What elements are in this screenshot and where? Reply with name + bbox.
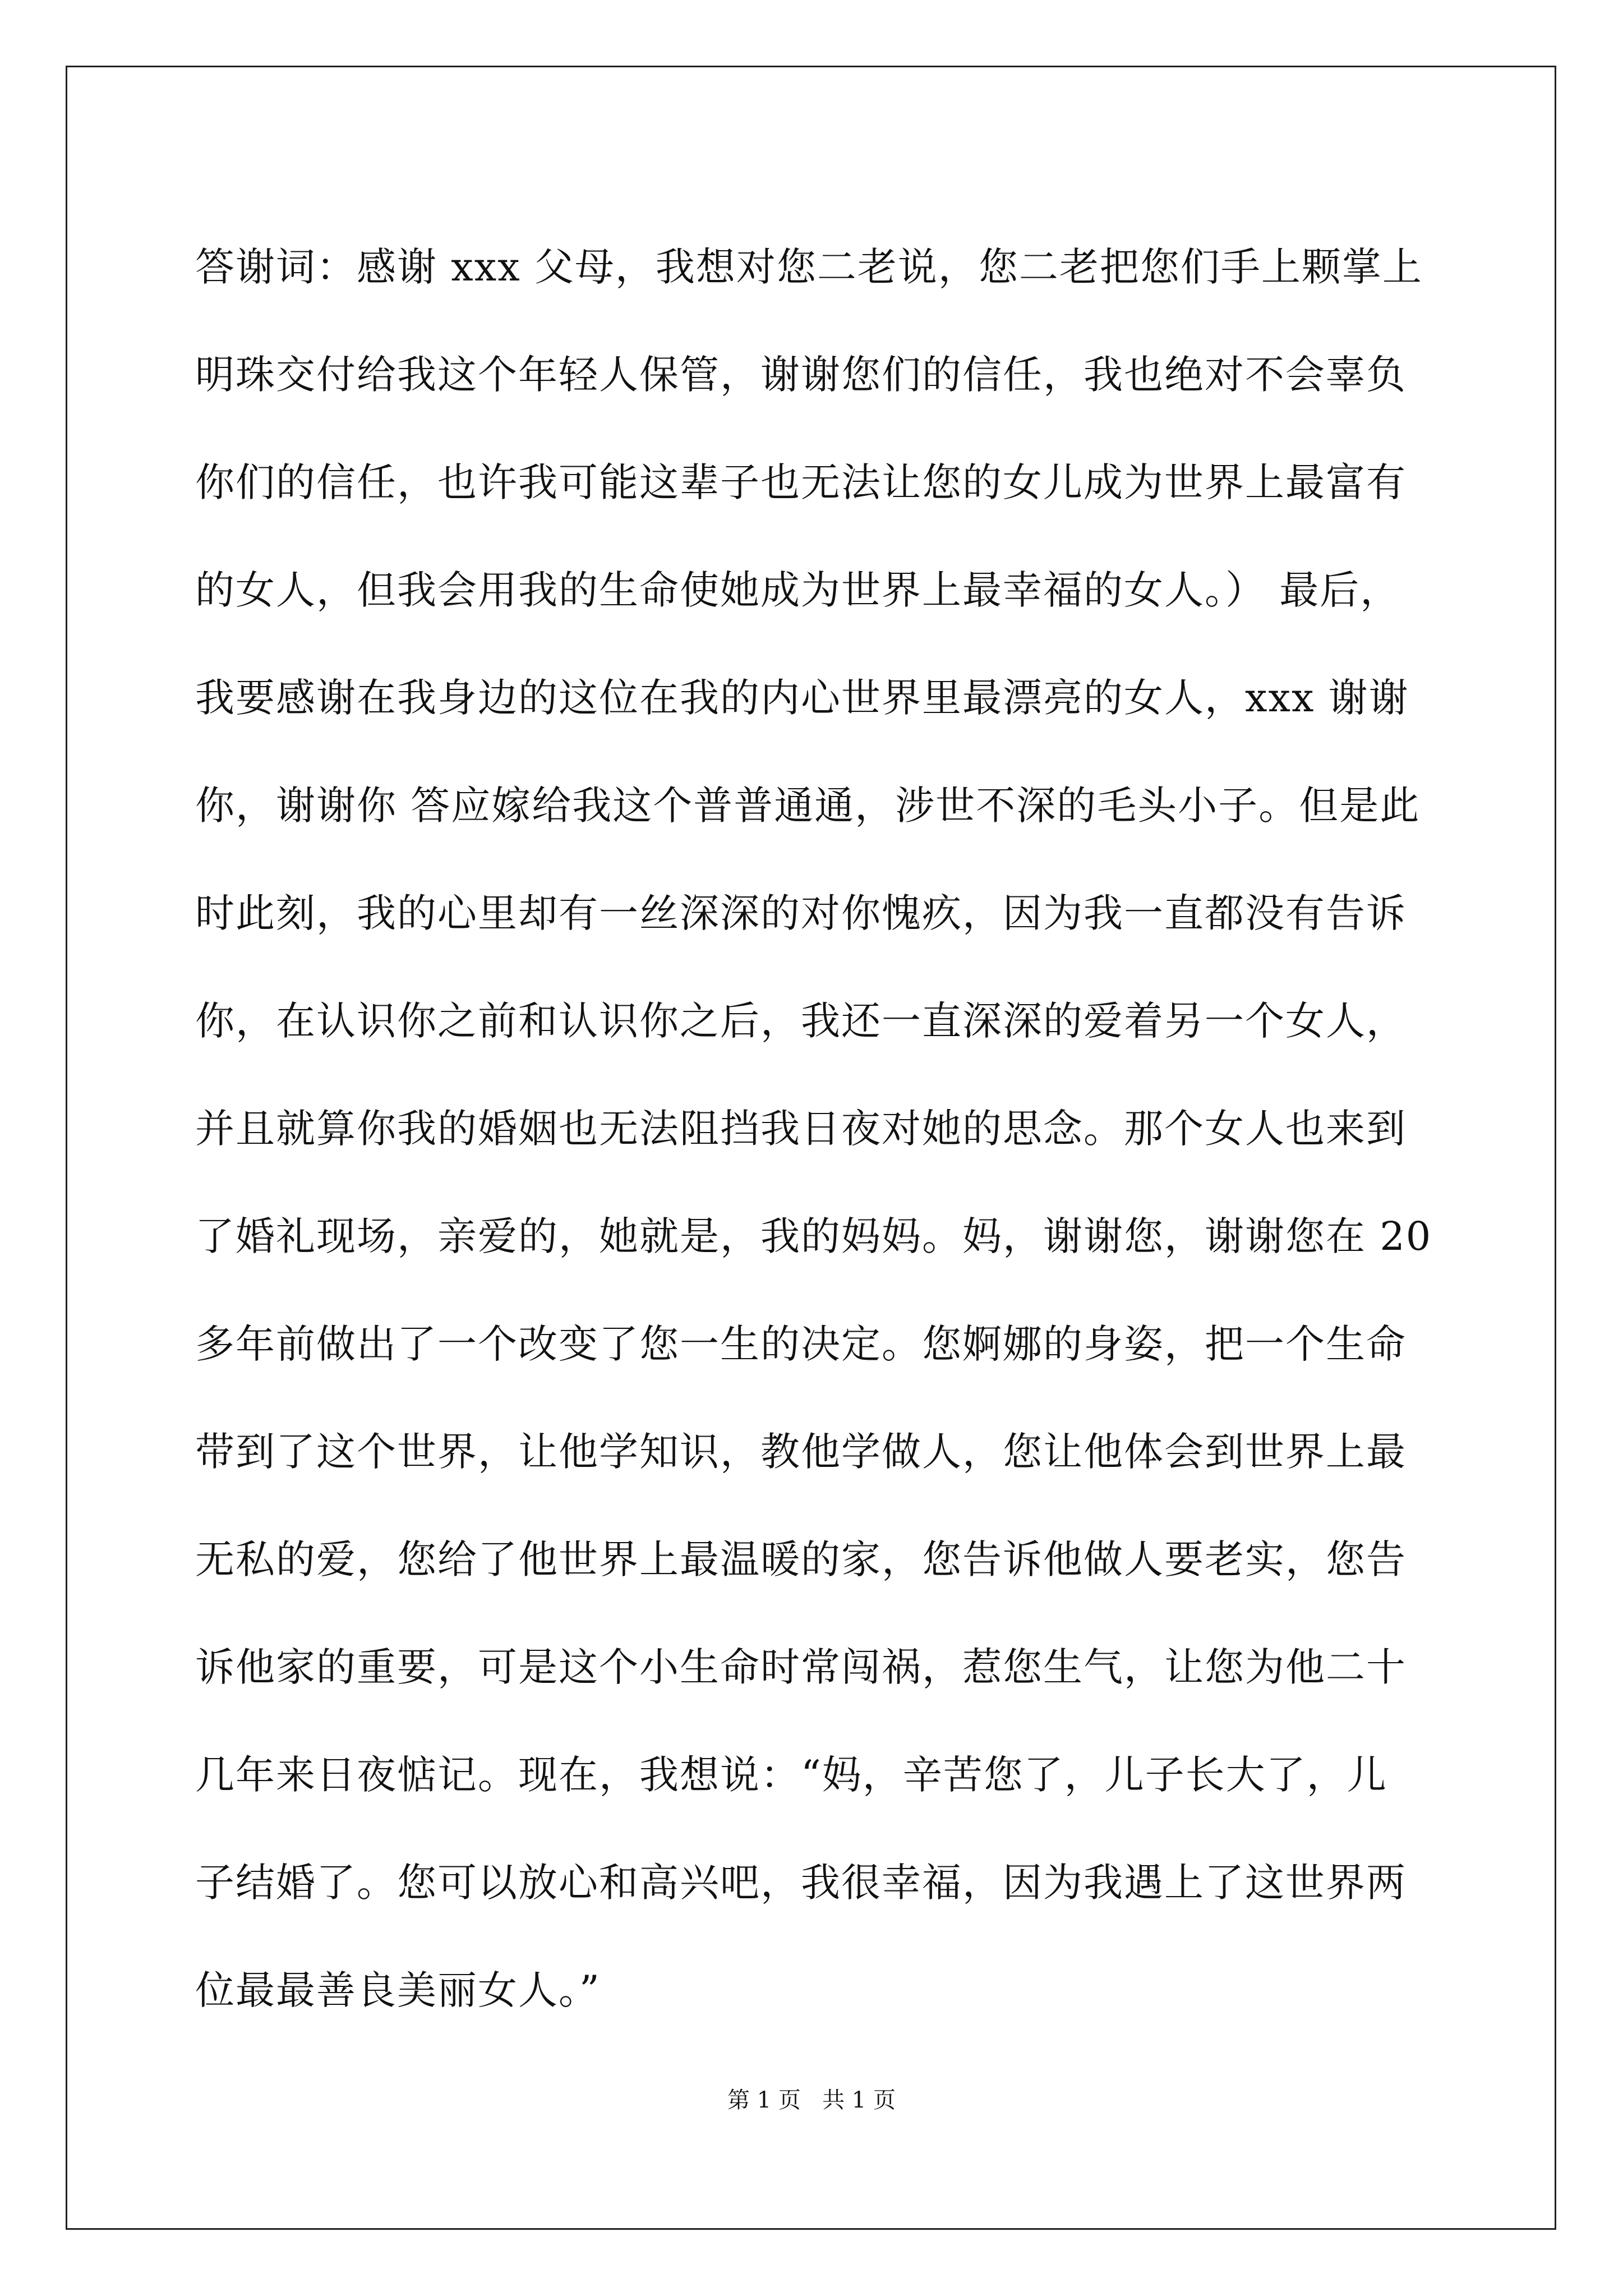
page-number-footer: 第 1 页 共 1 页 — [727, 2087, 896, 2113]
text-line: 多年前做出了一个改变了您一生的决定。您婀娜的身姿，把一个生命 — [195, 1321, 1407, 1367]
text-line: 你，在认识你之前和认识你之后，我还一直深深的爱着另一个女人， — [195, 998, 1407, 1044]
text-line: 无私的爱，您给了他世界上最温暖的家，您告诉他做人要老实，您告 — [195, 1536, 1407, 1582]
text-line: 的女人，但我会用我的生命使她成为世界上最幸福的女人。） 最后， — [195, 567, 1401, 613]
text-line: 了婚礼现场，亲爱的，她就是，我的妈妈。妈，谢谢您，谢谢您在 20 — [195, 1213, 1432, 1259]
text-line: 并且就算你我的婚姻也无法阻挡我日夜对她的思念。那个女人也来到 — [195, 1106, 1407, 1152]
text-line: 带到了这个世界，让他学知识，教他学做人，您让他体会到世界上最 — [195, 1429, 1407, 1475]
text-line: 你们的信任，也许我可能这辈子也无法让您的女儿成为世界上最富有 — [195, 459, 1407, 505]
text-line: 我要感谢在我身边的这位在我的内心世界里最漂亮的女人，xxx 谢谢 — [195, 675, 1409, 721]
text-line: 明珠交付给我这个年轻人保管，谢谢您们的信任，我也绝对不会辜负 — [195, 352, 1407, 398]
text-line: 位最最善良美丽女人。” — [195, 1967, 601, 2013]
document-body — [195, 213, 1432, 2044]
text-line: 你，谢谢你 答应嫁给我这个普普通通，涉世不深的毛头小子。但是此 — [195, 783, 1421, 829]
text-line: 诉他家的重要，可是这个小生命时常闯祸，惹您生气，让您为他二十 — [195, 1644, 1407, 1690]
text-line: 答谢词：感谢 xxx 父母，我想对您二老说，您二老把您们手上颗掌上 — [195, 244, 1423, 290]
text-line: 时此刻，我的心里却有一丝深深的对你愧疚，因为我一直都没有告诉 — [195, 890, 1407, 936]
text-line: 几年来日夜惦记。现在，我想说：“妈，辛苦您了，儿子长大了，儿 — [195, 1752, 1387, 1798]
text-line: 子结婚了。您可以放心和高兴吧，我很幸福，因为我遇上了这世界两 — [195, 1860, 1407, 1906]
